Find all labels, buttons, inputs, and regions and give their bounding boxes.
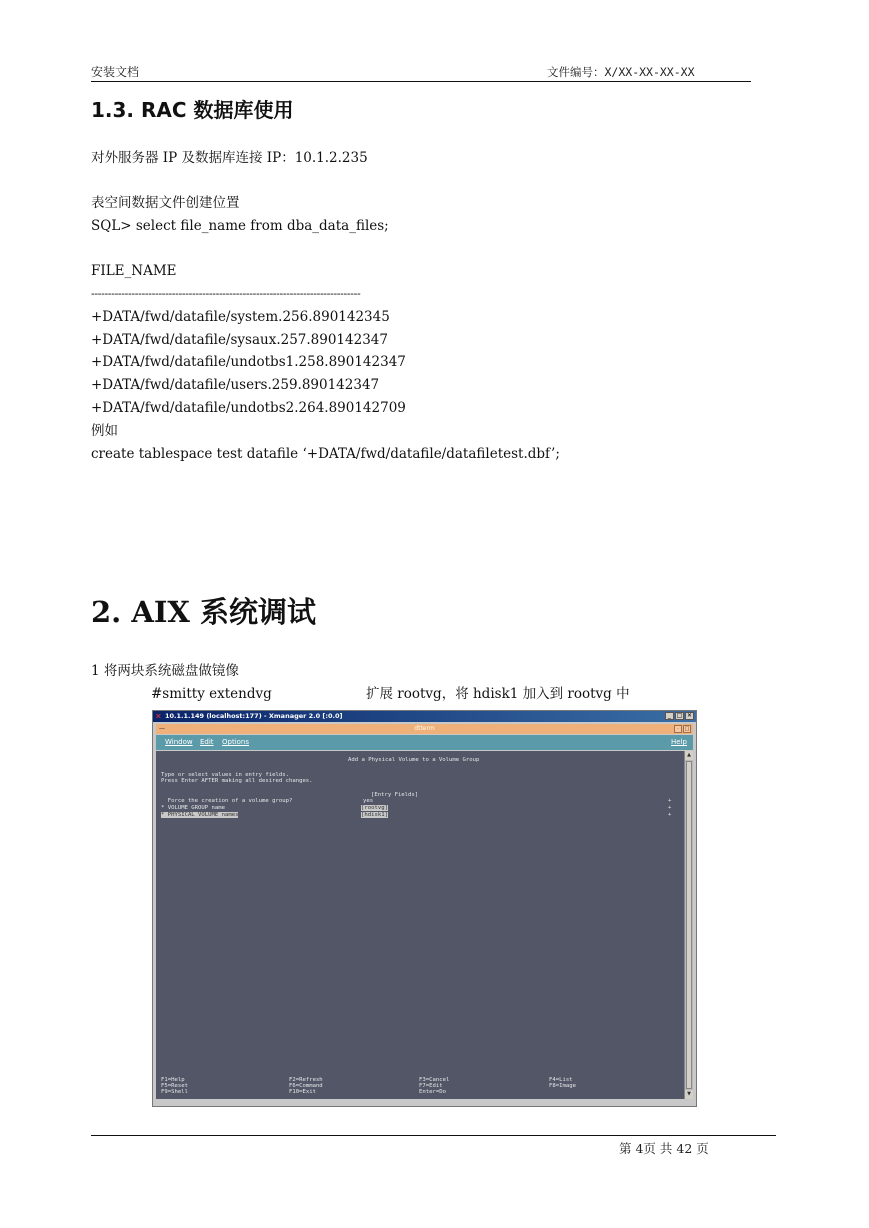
xmanager-titlebar [153,711,696,722]
smit-heading: Add a Physical Volume to a Volume Group [348,757,480,763]
menu-help[interactable]: Help [671,738,687,746]
field-label: * VOLUME GROUP name [161,805,225,811]
step-text: 1 将两块系统磁盘做镜像 [91,663,239,679]
scroll-up-icon[interactable]: ▲ [685,751,693,760]
scrollbar-thumb[interactable] [686,761,692,1089]
header-doc-title: 安装文档 [91,65,140,79]
tablespace-heading: 表空间数据文件创建位置 [91,195,240,211]
fkey[interactable]: F7=Edit [419,1083,443,1089]
dtterm-menubar [156,735,693,750]
window-menu-icon[interactable]: — [159,725,165,732]
menu-window[interactable]: Window [165,738,193,746]
field-label-selected: * PHYSICAL VOLUME names [161,812,239,818]
xmanager-title: 10.1.1.149 (localhost:177) - Xmanager 2.0 [:0.0] [165,712,343,720]
sql-query: SQL> select file_name from dba_data_files; [91,218,389,234]
fkey[interactable]: F6=Command [289,1083,323,1089]
ip-line: 对外服务器 IP 及数据库连接 IP：10.1.2.235 [91,150,368,166]
fkey[interactable]: F10=Exit [289,1089,316,1095]
dtterm-titlebar [156,724,693,734]
terminal-scrollbar[interactable] [684,751,693,1099]
menu-edit[interactable]: Edit [200,738,214,746]
smit-instruction: Type or select values in entry fields. [161,772,289,778]
header-doc-number: 文件编号：X/XX-XX-XX-XX [547,65,695,79]
footer-rule [91,1135,776,1136]
field-list-mark: + [668,798,672,804]
fkey[interactable]: F1=Help [161,1077,185,1083]
column-header: FILE_NAME [91,263,177,279]
page-number: 第 4页 共 42 页 [619,1141,709,1156]
datafile-row: +DATA/fwd/datafile/users.259.890142347 [91,377,380,393]
smit-instruction: Press Enter AFTER making all desired changes. [161,778,313,784]
entry-fields-label: [Entry Fields] [371,792,419,798]
field-label: Force the creation of a volume group? [161,798,293,804]
fkey[interactable]: F3=Cancel [419,1077,450,1083]
datafile-row: +DATA/fwd/datafile/undotbs2.264.890142709 [91,400,406,416]
datafile-row: +DATA/fwd/datafile/system.256.890142345 [91,309,390,325]
section-title-2: 2. AIX 系统调试 [91,595,317,629]
fkey[interactable]: F9=Shell [161,1089,188,1095]
section-title-1-3: 1.3. RAC 数据库使用 [91,98,294,122]
example-command: create tablespace test datafile ‘+DATA/fwd/datafile/datafiletest.dbf’; [91,446,560,462]
column-separator: -------------------------------------------------------------------------------- [91,287,361,300]
close-icon[interactable]: ✕ [686,712,693,719]
minimize-icon[interactable]: _ [665,712,674,720]
header-rule [91,81,751,82]
field-value[interactable]: [hdisk1] [361,812,388,818]
dtterm-minimize-icon[interactable]: · [674,725,682,733]
fkey[interactable]: Enter=Do [419,1089,446,1095]
fkey[interactable]: F2=Refresh [289,1077,323,1083]
maximize-icon[interactable]: □ [676,712,683,719]
dtterm-title: dtterm [414,725,435,732]
xmanager-window [152,710,697,1107]
xmanager-logo-icon: ✕ [155,712,162,721]
field-value[interactable]: [rootvg] [361,805,388,811]
datafile-row: +DATA/fwd/datafile/undotbs1.258.890142347 [91,354,406,370]
field-list-mark: + [668,805,672,811]
fkey[interactable]: F5=Reset [161,1083,188,1089]
fkey[interactable]: F8=Image [549,1083,576,1089]
scroll-down-icon[interactable]: ▼ [685,1090,693,1099]
datafile-row: +DATA/fwd/datafile/sysaux.257.890142347 [91,332,388,348]
dtterm-maximize-icon[interactable]: □ [684,726,690,732]
smitty-description: 扩展 rootvg，将 hdisk1 加入到 rootvg 中 [366,686,630,702]
fkey[interactable]: F4=List [549,1077,573,1083]
field-list-mark: + [668,812,672,818]
smitty-command: #smitty extendvg [151,686,272,702]
terminal-screen[interactable] [156,751,684,1099]
menu-options[interactable]: Options [222,738,250,746]
field-value[interactable]: yes [363,798,374,804]
example-label: 例如 [91,423,118,439]
